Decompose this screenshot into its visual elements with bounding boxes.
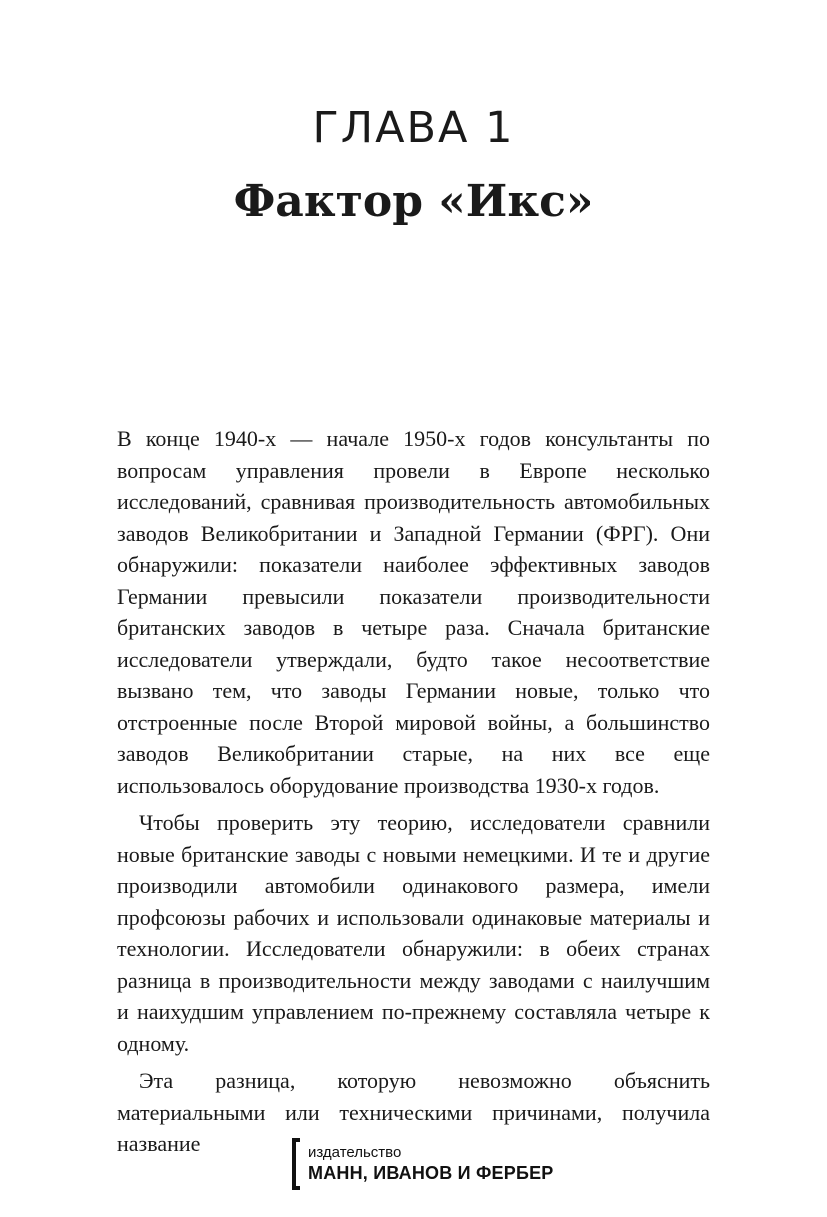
paragraph-3: Эта разница, которую невозможно объяснить материальными или техническими причинами, получила название <box>117 1068 710 1156</box>
bracket-icon <box>292 1138 300 1190</box>
paragraph-2: Чтобы проверить эту теорию, исследователи сравнили новые британские заводы с новыми немецкими. И те и другие производили автомобили одинакового размера, имели профсоюзы рабочих и использовали одинаковые материалы и технологии. Исследователи обнаружили: в обеих странах разница в производительности между заводами с наилучшим и наихудшим управлением по-прежнему составляла четыре к одному. <box>117 810 710 1056</box>
paragraph-1: В конце 1940-х — начале 1950-х годов консультанты по вопросам управления провели в Европе несколько исследований, сравнивая производительность автомобильных заводов Великобритании и Западной Германии (ФРГ). Они обнаружили: показатели наиболее эффективных заводов Германии превысили показатели производительности британских заводов в четыре раза. Сначала британские исследователи утверждали, будто такое несоответствие вызвано тем, что заводы Германии новые, только что отстроенные после Второй мировой войны, а большинство заводов Великобритании старые, на них все еще использовалось оборудование производства 1930-х годов. <box>117 426 710 798</box>
publisher-logo <box>292 1138 554 1190</box>
publisher-name: МАНН, ИВАНОВ И ФЕРБЕР <box>308 1163 554 1183</box>
publisher-label: издательство <box>308 1144 402 1161</box>
body-text <box>117 423 710 1166</box>
chapter-title: Фактор «Икс» <box>233 176 594 227</box>
chapter-number: ГЛАВА 1 <box>312 103 515 153</box>
publisher-text <box>308 1138 554 1190</box>
